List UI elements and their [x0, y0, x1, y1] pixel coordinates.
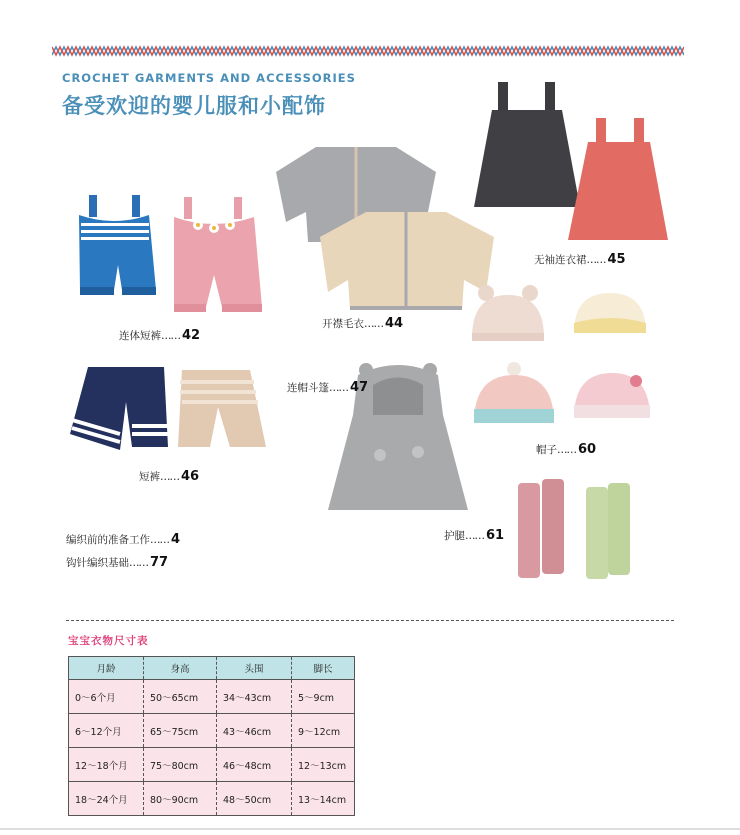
chick-hat [574, 293, 646, 333]
pink-romper [174, 197, 262, 312]
header-age: 月龄 [69, 657, 144, 680]
cell-head: 34～43cm [217, 680, 292, 714]
dress-image [470, 82, 670, 244]
cell-foot: 12～13cm [292, 748, 355, 782]
page-bottom-edge [0, 828, 740, 830]
leg-warmer-image [512, 477, 652, 582]
size-table-title: 宝宝衣物尺寸表 [68, 635, 149, 647]
shorts-image [70, 362, 270, 457]
dress-label: 无袖连衣裙…… 45 [534, 252, 626, 267]
table-row [69, 748, 355, 782]
cell-foot: 9～12cm [292, 714, 355, 748]
cell-head: 43～46cm [217, 714, 292, 748]
zigzag-border [52, 44, 684, 58]
header-foot: 脚长 [292, 657, 355, 680]
section-title-en: CROCHET GARMENTS AND ACCESSORIES [62, 71, 356, 85]
cell-head: 48～50cm [217, 782, 292, 816]
pink-leg-warmers [518, 479, 564, 578]
table-row [69, 680, 355, 714]
table-row [69, 714, 355, 748]
cardigan-label: 开襟毛衣…… 44 [322, 316, 404, 331]
pink-flower-hat [574, 373, 650, 418]
blue-romper [79, 195, 156, 295]
green-leg-warmers [586, 483, 630, 579]
bear-hat [472, 285, 544, 341]
prep-label: 编织前的准备工作…… 4 [66, 532, 181, 547]
navy-shorts [70, 367, 168, 450]
page-title: 备受欢迎的婴儿服和小配饰 [62, 93, 326, 118]
cape-label: 连帽斗篷…… 47 [287, 380, 369, 395]
header-height: 身高 [144, 657, 217, 680]
cell-head: 46～48cm [217, 748, 292, 782]
cell-age: 0～6个月 [69, 680, 144, 714]
cell-foot: 13～14cm [292, 782, 355, 816]
section-divider [66, 620, 674, 621]
size-table [68, 656, 355, 816]
romper-image [74, 195, 274, 320]
table-row [69, 782, 355, 816]
beige-ruffle-shorts [178, 370, 266, 447]
cell-height: 80～90cm [144, 782, 217, 816]
teal-pompom-hat [474, 362, 554, 423]
cell-foot: 5～9cm [292, 680, 355, 714]
dark-dress [474, 82, 580, 207]
hat-image [466, 283, 666, 433]
cell-height: 65～75cm [144, 714, 217, 748]
header-head: 头围 [217, 657, 292, 680]
cell-age: 12～18个月 [69, 748, 144, 782]
cardigan-image [276, 142, 496, 312]
coral-dress [568, 118, 668, 240]
cell-age: 18～24个月 [69, 782, 144, 816]
cell-height: 75～80cm [144, 748, 217, 782]
shorts-label: 短裤…… 46 [139, 469, 200, 484]
basics-label: 钩针编织基础…… 77 [66, 555, 169, 570]
cell-age: 6～12个月 [69, 714, 144, 748]
size-table-header [69, 657, 355, 680]
leg-warmer-label: 护腿…… 61 [444, 528, 505, 543]
cell-height: 50～65cm [144, 680, 217, 714]
hat-label: 帽子…… 60 [536, 442, 597, 457]
romper-label: 连体短裤…… 42 [119, 328, 201, 343]
